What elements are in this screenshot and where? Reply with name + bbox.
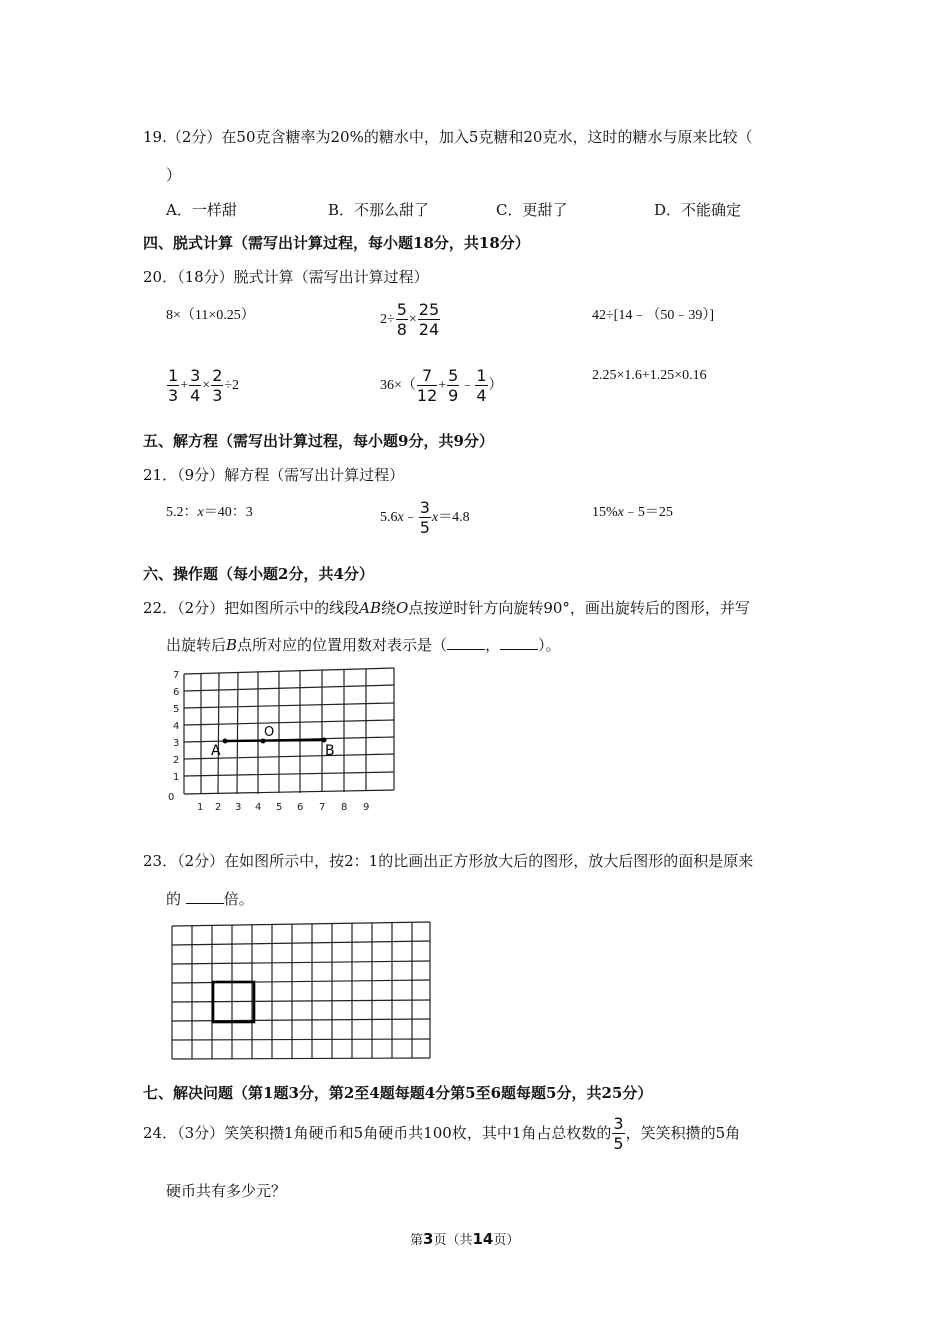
footer-text: 第 xyxy=(410,1233,424,1248)
x-label: 4 xyxy=(255,802,262,813)
q21-eq-2 xyxy=(380,500,470,536)
q21-eq-3 xyxy=(592,501,673,521)
y-label: 0 xyxy=(168,792,175,803)
point-a-dot xyxy=(223,739,228,744)
fraction: $\frac{5}{9}$ xyxy=(448,366,459,405)
x-label: 7 xyxy=(319,802,326,813)
x-label: 5 xyxy=(276,802,283,813)
q23-line1: 23．（2分）在如图所示中，按2：1的比画出正方形放大后的图形，放大后图形的面积是原来 xyxy=(143,852,754,870)
fraction: $\frac{3}{4}$ xyxy=(190,366,201,405)
q19-line1: 19.（2分）在50克含糖率为20%的糖水中，加入5克糖和20克水，这时的糖水与原来比较（ xyxy=(143,128,753,146)
x-label: 9 xyxy=(363,802,370,813)
text: 22．（2分）把如图所示中的线段 xyxy=(143,599,360,617)
answer-blank[interactable] xyxy=(447,637,485,650)
q23-grid-figure xyxy=(164,918,434,1064)
fraction: $\frac{3}{5}$ xyxy=(613,1114,624,1153)
text: 24．（3分）笑笑积攒1角硬币和5角硬币共100枚，其中1角占总枚数的 xyxy=(143,1124,612,1142)
q22-grid-figure xyxy=(164,662,398,814)
section-7-heading: 七、解决问题（第1题3分，第2至4题每题4分第5至6题每题5分，共25分） xyxy=(143,1084,653,1102)
q20-expr-4 xyxy=(166,368,239,404)
page-number: 3 xyxy=(423,1230,434,1248)
q19-line2: ） xyxy=(166,166,182,184)
section-6-heading: 六、操作题（每小题2分，共4分） xyxy=(143,565,374,583)
q19-option-c: C．更甜了 xyxy=(496,201,568,219)
x-label: 8 xyxy=(341,802,348,813)
footer-text: 页） xyxy=(493,1233,520,1248)
q20-expr-3: 42÷[14﹣（50﹣39）] xyxy=(592,308,715,323)
text: ，笑笑积攒的5角 xyxy=(625,1124,741,1142)
expr-text: 15% xyxy=(592,505,618,520)
section-5-heading: 五、解方程（需写出计算过程，每小题9分，共9分） xyxy=(143,432,494,450)
x-label: 2 xyxy=(215,802,222,813)
fraction: $\frac{2}{3}$ xyxy=(212,366,223,405)
point-a-label: A xyxy=(211,743,221,759)
fraction: $\frac{7}{12}$ xyxy=(416,366,438,405)
q19-option-a: A．一样甜 xyxy=(166,201,237,219)
grid-lines xyxy=(172,922,430,1059)
point-o: O xyxy=(396,599,409,617)
text: 绕 xyxy=(381,599,397,617)
operator: × xyxy=(408,312,417,328)
q24-line2: 硬币共有多少元？ xyxy=(166,1182,287,1200)
page-footer xyxy=(410,1229,519,1248)
q21-eq-1 xyxy=(166,501,253,521)
q19-option-b: B．不那么甜了 xyxy=(328,201,430,219)
operator: × xyxy=(202,378,211,394)
point-o-label: O xyxy=(264,725,275,740)
expr-text: ÷2 xyxy=(224,378,240,394)
q22-line1 xyxy=(143,597,750,618)
operator: + xyxy=(438,378,447,394)
q20-expr-2 xyxy=(380,302,441,338)
expr-text: ＝40：3 xyxy=(203,505,253,520)
y-label: 5 xyxy=(173,704,180,715)
text: 点按逆时针方向旋转90°，画出旋转后的图形，并写 xyxy=(408,599,750,617)
text: ， xyxy=(485,636,501,654)
x-label: 1 xyxy=(197,802,204,813)
footer-text: 页（共 xyxy=(433,1233,473,1248)
q20-stem: 20．（18分）脱式计算（需写出计算过程） xyxy=(143,268,429,286)
variable-x: x xyxy=(397,510,404,526)
y-label: 6 xyxy=(173,687,180,698)
q20-expr-1: 8×（11×0.25） xyxy=(166,308,255,323)
expr-text: ） xyxy=(488,378,503,394)
variable-x: x xyxy=(431,510,439,526)
section-4-heading: 四、脱式计算（需写出计算过程，每小题18分，共18分） xyxy=(143,234,530,252)
total-pages: 14 xyxy=(472,1230,494,1248)
expr-text: 36×（ xyxy=(380,378,416,394)
operator: ﹣ xyxy=(460,378,475,394)
expr-text: ﹣5＝25 xyxy=(623,505,673,520)
x-label: 6 xyxy=(297,802,304,813)
y-label: 7 xyxy=(173,670,180,681)
y-label: 4 xyxy=(173,721,180,732)
fraction: $\frac{1}{4}$ xyxy=(476,366,487,405)
answer-blank[interactable] xyxy=(500,637,538,650)
q20-expr-6: 2.25×1.6+1.25×0.16 xyxy=(592,368,707,383)
q19-option-d: D．不能确定 xyxy=(654,201,742,219)
text: 的 xyxy=(166,890,182,908)
segment-ab-line xyxy=(225,740,324,741)
point-b-label: B xyxy=(325,743,335,759)
answer-blank[interactable] xyxy=(186,891,224,904)
variable-x: x xyxy=(617,505,624,520)
text: 出旋转后 xyxy=(166,636,227,654)
fraction: $\frac{3}{5}$ xyxy=(419,498,430,537)
text: 倍。 xyxy=(223,890,254,908)
x-label: 3 xyxy=(235,802,242,813)
fraction: $\frac{25}{24}$ xyxy=(418,300,440,339)
q20-expr-5 xyxy=(380,368,503,404)
variable-x: x xyxy=(197,505,204,520)
q24-line1 xyxy=(143,1116,740,1152)
text: ）。 xyxy=(538,636,561,654)
expr-text: ＝4.8 xyxy=(438,510,470,526)
fraction: $\frac{5}{8}$ xyxy=(396,300,407,339)
q22-line2 xyxy=(166,634,561,655)
y-label: 1 xyxy=(173,772,180,783)
expr-text: 2÷ xyxy=(380,312,395,328)
point-b: B xyxy=(226,636,238,654)
q23-line2 xyxy=(166,888,254,909)
grid-lines xyxy=(184,668,394,794)
text: 点所对应的位置用数对表示是（ xyxy=(237,636,448,654)
q21-stem: 21．（9分）解方程（需写出计算过程） xyxy=(143,466,405,484)
expr-text: 5.6 xyxy=(380,510,398,526)
operator: + xyxy=(180,378,189,394)
fraction: $\frac{1}{3}$ xyxy=(168,366,179,405)
operator: ﹣ xyxy=(403,510,418,526)
y-label: 2 xyxy=(173,755,180,766)
expr-text: 5.2： xyxy=(166,505,198,520)
segment-ab: AB xyxy=(359,599,381,617)
point-b-dot xyxy=(322,738,327,743)
y-label: 3 xyxy=(173,738,180,749)
